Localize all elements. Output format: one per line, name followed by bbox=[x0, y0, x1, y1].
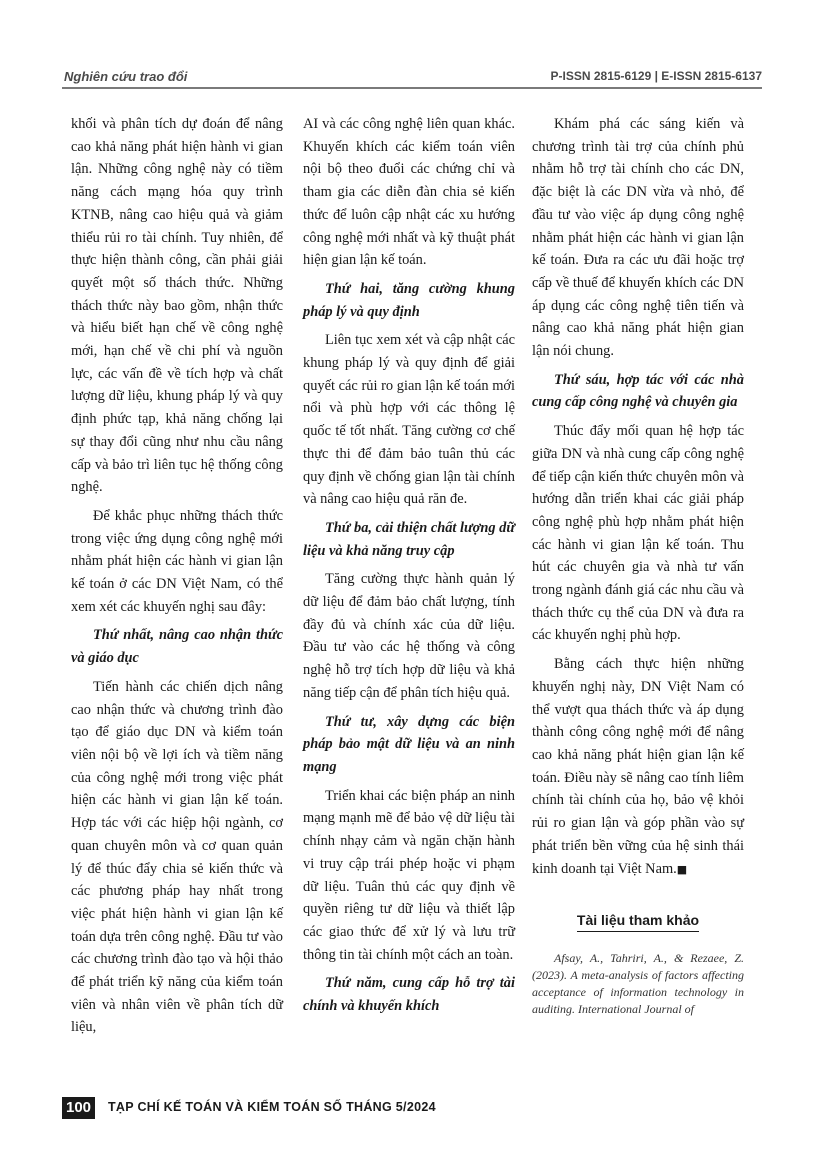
section-heading: Thứ hai, tăng cường khung pháp lý và quy định bbox=[303, 280, 515, 320]
paragraph: AI và các công nghệ liên quan khác. Khuyến khích các kiểm toán viên nội bộ theo đuổi các chứng chỉ và tham gia các diễn đàn chia sẻ kiến thức để luôn cập nhật các xu hướng công nghệ mới nhất và kỹ thuật phát hiện gian lận kế toán. bbox=[303, 116, 515, 269]
page-header bbox=[62, 66, 762, 92]
paragraph: Thúc đẩy mối quan hệ hợp tác giữa DN và nhà cung cấp công nghệ để tiếp cận kiến thức chuyên môn và hướng dẫn triển khai các giải pháp công nghệ phù hợp nhằm phát hiện các hành vi gian lận kế toán. Thu hút các chuyên gia và nhà tư vấn trong ngành đánh giá các nhu cầu và thách thức cụ thể của DN và đưa ra các khuyến nghị phù hợp. bbox=[532, 423, 744, 644]
page-footer bbox=[62, 1097, 762, 1121]
section-heading: Thứ ba, cải thiện chất lượng dữ liệu và khả năng truy cập bbox=[303, 519, 515, 559]
references-title: Tài liệu tham khảo bbox=[577, 912, 699, 932]
references-heading bbox=[532, 909, 744, 932]
paragraph: Liên tục xem xét và cập nhật các khung pháp lý và quy định để giải quyết các rủi ro gian lận kế toán mới nổi và phù hợp với các thông lệ quốc tế tốt nhất. Tăng cường cơ chế thực thi để đảm bảo tuân thủ các quy định về chống gian lận tài chính và nâng cao hiệu quả răn đe. bbox=[303, 332, 515, 508]
paragraph: Để khắc phục những thách thức trong việc ứng dụng công nghệ mới nhằm phát hiện các hành vi gian lận kế toán ở các DN Việt Nam, có thể xem xét các khuyến nghị sau đây: bbox=[71, 507, 283, 615]
paragraph: Tăng cường thực hành quản lý dữ liệu để đảm bảo chất lượng, tính đầy đủ và chính xác của dữ liệu. Đầu tư vào các hệ thống và công nghệ hỗ trợ tích hợp dữ liệu và khả năng tiếp cận để phân tích hiệu quả. bbox=[303, 571, 515, 701]
section-heading: Thứ tư, xây dựng các biện pháp bảo mật dữ liệu và an ninh mạng bbox=[303, 713, 515, 775]
section-heading: Thứ nhất, nâng cao nhận thức và giáo dục bbox=[71, 627, 283, 667]
paragraph: Tiến hành các chiến dịch nâng cao nhận thức và chương trình đào tạo để giáo dục DN và kiểm toán viên nội bộ về lợi ích và tiềm năng của công nghệ mới trong việc phát hiện các hành vi gian lận kế toán. Hợp tác với các hiệp hội ngành, cơ quan chuyên môn và cơ quan quản lý để thúc đẩy chia sẻ kiến thức và các phương pháp hay nhất trong việc phát hiện hành vi gian lận kế toán dựa trên công nghệ. Đầu tư vào các chương trình đào tạo và hội thảo để phát triển kỹ năng của kiểm toán viên và nhân viên về phân tích dữ liệu, bbox=[71, 678, 283, 1036]
paragraph-text: Bằng cách thực hiện những khuyến nghị này, DN Việt Nam có thể vượt qua thách thức và áp dụng thành công công nghệ mới để nâng cao khả năng phát hiện gian lận kế toán. Điều này sẽ nâng cao tính liêm chính tài chính của họ, bảo vệ khỏi rủi ro gian lận và góp phần vào sự phát triển bền vững của hệ sinh thái kinh doanh tại Việt Nam. bbox=[532, 656, 744, 877]
header-rule bbox=[62, 87, 762, 89]
journal-name: TẠP CHÍ KẾ TOÁN VÀ KIỂM TOÁN SỐ THÁNG 5/2024 bbox=[108, 1100, 436, 1114]
paragraph: khối và phân tích dự đoán để nâng cao khả năng phát hiện hành vi gian lận. Những công nghệ này có tiềm năng cách mạng hóa quy trình KTNB, nâng cao hiệu quả và giảm thiểu rủi ro tài chính. Tuy nhiên, để thực hiện thành công, cần phải giải quyết một số thách thức. Những thách thức này bao gồm, nhận thức và hiểu biết hạn chế về công nghệ mới, hạn chế về chi phí và nguồn lực, các vấn đề về tích hợp và chất lượng dữ liệu, khung pháp lý và quy định phức tạp, khả năng chống lại sự thay đổi cũng như nhu cầu nâng cấp và bảo trì liên tục hệ thống công nghệ. bbox=[71, 116, 283, 496]
section-heading: Thứ sáu, hợp tác với các nhà cung cấp công nghệ và chuyên gia bbox=[532, 371, 744, 411]
section-heading: Thứ năm, cung cấp hỗ trợ tài chính và khuyến khích bbox=[303, 975, 515, 1015]
reference-item: Afsay, A., Tahriri, A., & Rezaee, Z. (2023). A meta-analysis of factors affecting acceptance of information technology in auditing. International Journal of bbox=[532, 950, 744, 1016]
paragraph: Triển khai các biện pháp an ninh mạng mạnh mẽ để bảo vệ dữ liệu tài chính nhạy cảm và ngăn chặn hành vi truy cập trái phép hoặc vi phạm dữ liệu. Tuân thủ các quy định về quyền riêng tư dữ liệu và thiết lập các giao thức để xử lý và lưu trữ thông tin tài chính một cách an toàn. bbox=[303, 787, 515, 963]
paragraph: Khám phá các sáng kiến và chương trình tài trợ của chính phủ nhằm hỗ trợ tài chính cho các DN, đặc biệt là các DN vừa và nhỏ, để đầu tư vào việc áp dụng công nghệ nhằm phát hiện các hành vi gian lận kế toán. Đưa ra các ưu đãi hoặc trợ cấp về thuế để khuyến khích các DN áp dụng các công nghệ tiên tiến và nâng cao khả năng phát hiện gian lận nói chung. bbox=[532, 116, 744, 360]
paragraph bbox=[532, 653, 744, 881]
issn-label: P-ISSN 2815-6129 | E-ISSN 2815-6137 bbox=[550, 69, 762, 83]
end-mark-icon: ■ bbox=[676, 862, 688, 876]
column-1 bbox=[71, 113, 283, 1045]
page-number: 100 bbox=[62, 1097, 95, 1119]
section-label: Nghiên cứu trao đổi bbox=[64, 69, 188, 84]
column-3 bbox=[532, 113, 744, 1024]
column-2 bbox=[303, 113, 515, 1024]
